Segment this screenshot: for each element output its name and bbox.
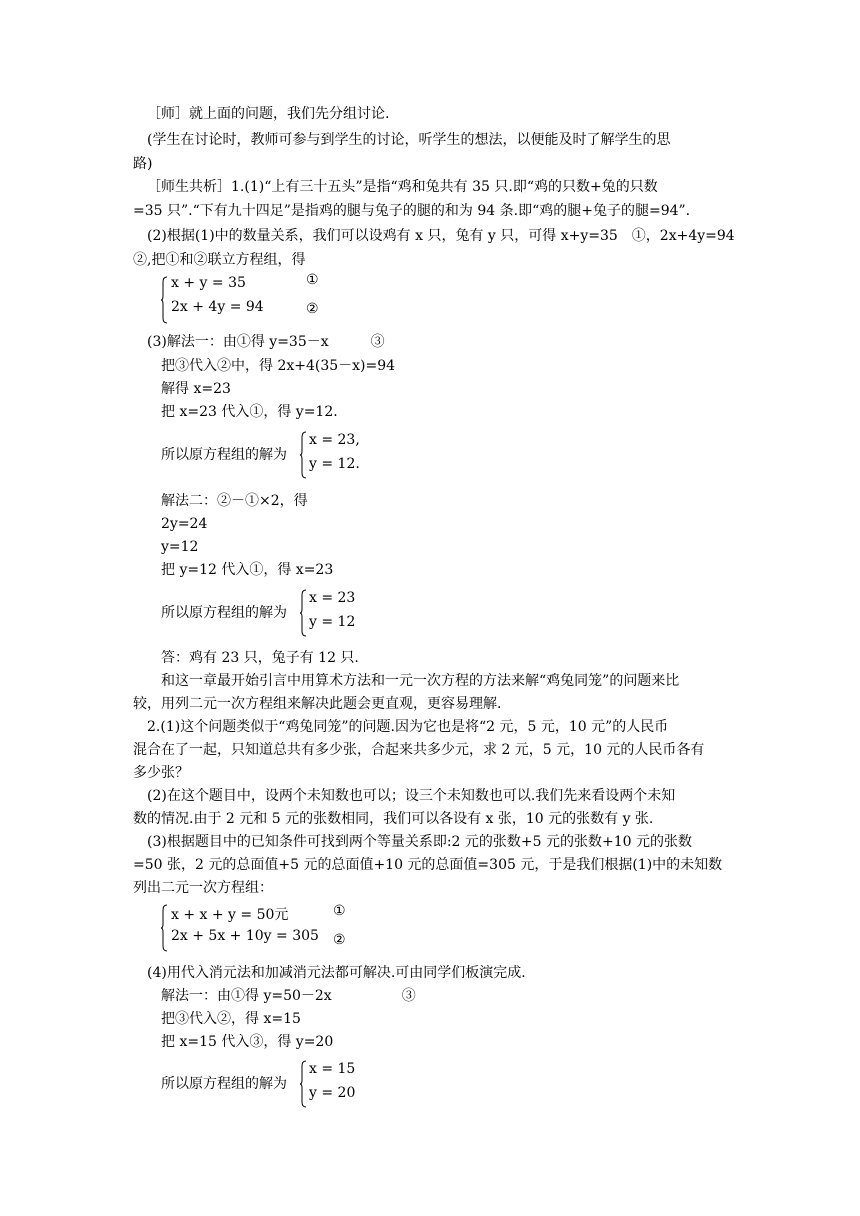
text-line: 多少张？ (133, 765, 189, 781)
brace-icon (161, 276, 168, 324)
text-line: 较，用列二元一次方程组来解决此题会更直观，更容易理解. (133, 696, 502, 712)
text-line: 2y=24 (161, 516, 208, 532)
text-line: 把 x=15 代入③，得 y=20 (161, 1034, 334, 1050)
text-line: 解得 x=23 (161, 381, 231, 397)
text-line: y=12 (161, 539, 199, 555)
text-line: 答：鸡有 23 只，兔子有 12 只. (161, 650, 359, 666)
equation: x + x + y = 50元 (171, 907, 289, 923)
text-line: =35 只”.“下有九十四足”是指鸡的腿与兔子的腿的和为 94 条.即“鸡的腿+兔子的腿=94”. (133, 203, 691, 219)
text-line: 解法一：由①得 y=50－2x ③ (161, 988, 416, 1004)
text-line: 混合在了一起，只知道总共有多少张，合起来共多少元，求 2 元，5 元，10 元的人民币各有 (133, 742, 705, 758)
equation: 2x + 4y = 94 (171, 299, 264, 315)
text-line: 把 x=23 代入①，得 y=12. (161, 404, 338, 420)
equation: 2x + 5x + 10y = 305 (171, 928, 319, 944)
text-line: 把③代入②，得 x=15 (161, 1011, 301, 1027)
brace-icon (300, 589, 307, 637)
text-line: (2)根据(1)中的数量关系，我们可以设鸡有 x 只，兔有 y 只，可得 x+y=35 ①，2x+4y=94 (147, 228, 735, 244)
equation: x = 23 (309, 590, 356, 606)
text-line: 数的情况.由于 2 元和 5 元的张数相同，我们可以各设有 x 张，10 元的张数有 y 张. (133, 811, 654, 827)
equation-number: ① (333, 903, 346, 919)
text-line: =50 张，2 元的总面值+5 元的总面值+10 元的总面值=305 元，于是我们根据(1)中的未知数 (133, 857, 723, 873)
equation: x = 23, (309, 432, 360, 448)
text-line: (3)解法一：由①得 y=35－x ③ (147, 334, 385, 350)
solution-label: 所以原方程组的解为 (161, 447, 287, 463)
solution-label: 所以原方程组的解为 (161, 605, 287, 621)
text-line: (4)用代入消元法和加减消元法都可解决.可由同学们板演完成. (147, 965, 526, 981)
brace-icon (300, 1060, 307, 1108)
text-line: 解法二：②－①×2，得 (161, 493, 308, 509)
equation: x = 15 (309, 1061, 356, 1077)
equation: y = 12 (309, 614, 356, 630)
text-line: (2)在这个题目中，设两个未知数也可以；设三个未知数也可以.我们先来看设两个未知 (147, 788, 676, 804)
equation: y = 12. (309, 456, 360, 472)
text-line: 把③代入②中，得 2x+4(35－x)=94 (161, 358, 396, 374)
solution-label: 所以原方程组的解为 (161, 1076, 287, 1092)
text-line: 路) (133, 156, 153, 172)
text-line: 列出二元一次方程组： (133, 880, 273, 896)
equation-number: ② (306, 301, 319, 317)
equation: x + y = 35 (171, 275, 246, 291)
text-line: 把 y=12 代入①，得 x=23 (161, 562, 334, 578)
text-line: 和这一章最开始引言中用算术方法和一元一次方程的方法来解“鸡兔同笼”的问题来比 (161, 673, 680, 689)
text-line: (3)根据题目中的已知条件可找到两个等量关系即:2 元的张数+5 元的张数+10 元的张数 (147, 834, 692, 850)
text-line: ［师生共析］1.(1)“上有三十五头”是指“鸡和兔共有 35 只.即“鸡的只数+兔的只数 (147, 179, 658, 195)
text-line: 2.(1)这个问题类似于“鸡兔同笼”的问题.因为它也是将“2 元，5 元，10 元”的人民币 (147, 719, 669, 735)
brace-icon (161, 904, 168, 952)
brace-icon (300, 431, 307, 479)
equation: y = 20 (309, 1085, 356, 1101)
text-line: ②,把①和②联立方程组，得 (133, 252, 306, 268)
equation-number: ② (333, 932, 346, 948)
equation-number: ① (306, 272, 319, 288)
text-line: (学生在讨论时，教师可参与到学生的讨论，听学生的想法，以便能及时了解学生的思 (147, 132, 671, 148)
text-line: ［师］就上面的问题，我们先分组讨论. (147, 106, 390, 122)
